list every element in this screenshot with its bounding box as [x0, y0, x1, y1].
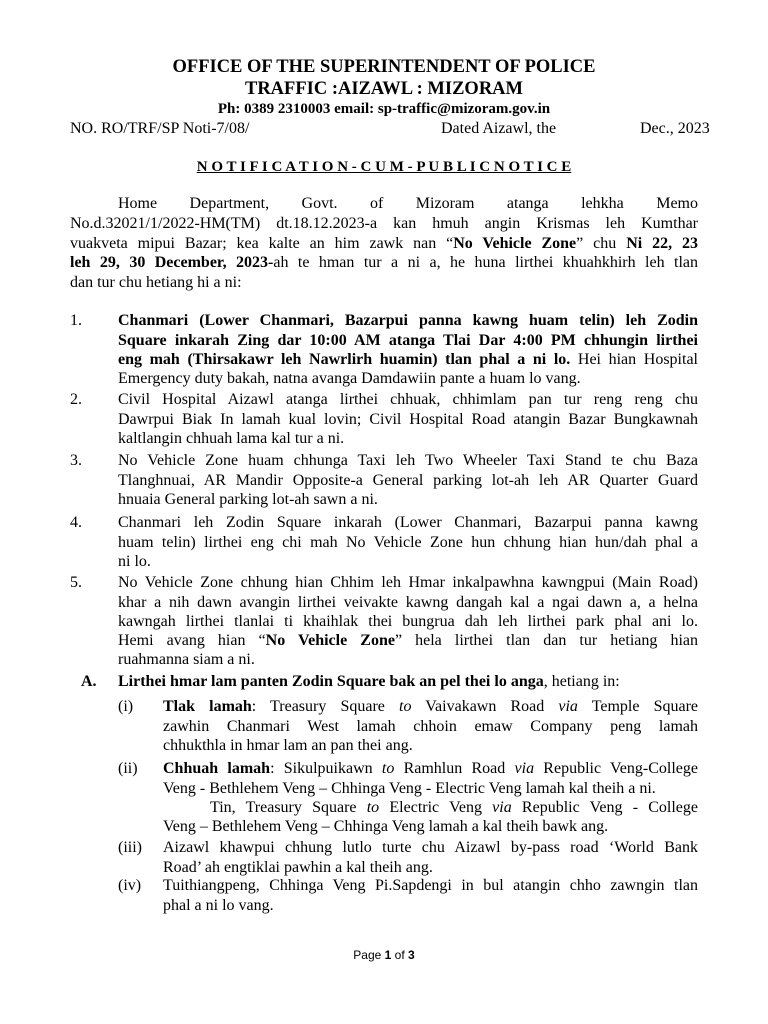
- page-label: Page: [353, 948, 382, 962]
- text-line: [70, 194, 698, 214]
- text-line: [118, 451, 698, 470]
- sub-item-text: [163, 759, 698, 797]
- text-line: [118, 593, 698, 612]
- text-run: Republic Veng-College: [534, 760, 698, 778]
- section-a-heading: [70, 672, 698, 691]
- text-run: ” hela lirthei tlan dan tur hetiang hian: [394, 631, 699, 649]
- bold-text: No Vehicle Zone: [265, 631, 395, 649]
- italic-text: via: [492, 798, 512, 816]
- sub-item-text: [163, 838, 698, 876]
- italic-text: to: [366, 798, 380, 816]
- text-line: [118, 429, 698, 448]
- list-item-text: [118, 390, 698, 448]
- sub-item-label: (iv): [118, 877, 142, 895]
- intro-lines: [70, 194, 698, 293]
- text-line: [118, 490, 698, 509]
- bold-text: Lirthei hmar lam panten Zodin Square bak an pel thei lo anga: [118, 673, 544, 691]
- text-line: [163, 779, 698, 798]
- text-run: ah te hman tur a ni a, he huna lirthei khuahkhirh leh tlan: [273, 254, 699, 272]
- text-run: Ramhlun Road: [394, 760, 515, 778]
- text-line: [118, 513, 698, 532]
- text-run: Vaivakawn Road: [411, 698, 559, 716]
- text-run: Chanmari leh Zodin Square inkarah (Lower Chanmari, Bazarpui panna kawng: [118, 514, 698, 532]
- sub-item: [118, 838, 698, 876]
- sub-item-label: (ii): [118, 760, 138, 778]
- bold-text: Ni 22, 23: [626, 234, 698, 252]
- list-item: [70, 573, 698, 669]
- line-text: [163, 737, 413, 754]
- line-text: [118, 673, 620, 690]
- text-run: Electric Veng: [379, 798, 493, 816]
- line-text: [118, 574, 698, 591]
- list-item: [70, 513, 698, 571]
- line-text: [163, 760, 698, 777]
- text-run: Civil Hospital Aizawl atanga lirthei chhuak, chhimlam pan tur reng reng chu: [118, 391, 698, 409]
- text-run: zawhin Chanmari West lamah chhoin emaw Company peng lamah: [163, 717, 698, 735]
- text-run: Aizawl khawpui chhung lutlo turte chu Aizawl by-pass road ‘World Bank: [163, 839, 698, 857]
- text-run: ” chu: [576, 234, 627, 252]
- line-text: [118, 613, 698, 630]
- line-text: [163, 718, 698, 735]
- intro-paragraph: [70, 194, 698, 293]
- line-text: [210, 799, 698, 816]
- text-run: dan tur chu hetiang hi a ni:: [70, 274, 242, 292]
- text-line: [118, 311, 698, 330]
- text-run: phal a ni lo vang.: [163, 896, 274, 914]
- list-number: 1.: [70, 312, 82, 330]
- text-run: huam telin) lirthei eng chi mah No Vehicle Zone hun chhung hian hun/dah phal a: [118, 533, 698, 551]
- list-number: 5.: [70, 574, 82, 592]
- text-run: chhukthla in hmar lam an pan thei ang.: [163, 736, 413, 754]
- text-line: [70, 214, 698, 234]
- text-line: [163, 817, 698, 836]
- text-line: [118, 573, 698, 592]
- text-line: [118, 631, 698, 650]
- sub-item-label: (iii): [118, 839, 142, 857]
- text-line: [163, 736, 698, 755]
- text-line: [118, 331, 698, 350]
- notice-title: N O T I F I C A T I O N - C U M - P U B L I C N O T I C E: [196, 159, 572, 175]
- text-line: [118, 471, 698, 490]
- text-line: [70, 234, 698, 254]
- line-text: [118, 351, 698, 368]
- text-run: Road’ ah engtiklai pawhin a kal theih ang.: [163, 858, 433, 876]
- line-text: [118, 534, 698, 551]
- text-run: hnuaia General parking lot-ah sawn a ni.: [118, 490, 378, 508]
- line-text: [70, 215, 698, 232]
- of-label: of: [394, 948, 405, 962]
- sub-item-text: [163, 697, 698, 755]
- text-line: [163, 858, 698, 877]
- line-text: [163, 859, 433, 876]
- text-line: [118, 350, 698, 369]
- line-text: [163, 818, 608, 835]
- sub-item-continuation: [163, 798, 698, 836]
- line-text: [118, 332, 698, 349]
- text-run: No.d.32021/1/2022-HM(TM) dt.18.12.2023-a kan hmuh angin Krismas leh Kumthar: [70, 214, 698, 232]
- line-text: [118, 430, 344, 447]
- text-run: kawngah lirthei tlanlai ti khaihlak thei bungrua dah leh lirthei park phal ani lo.: [118, 612, 698, 630]
- sub-item: [118, 697, 698, 755]
- line-text: [118, 553, 151, 570]
- text-run: No Vehicle Zone huam chhunga Taxi leh Two Wheeler Taxi Stand te chu Baza: [118, 452, 698, 470]
- list-number: 2.: [70, 391, 82, 409]
- text-run: Hemi avang hian “: [118, 631, 266, 649]
- italic-text: via: [514, 760, 535, 778]
- text-line: [70, 253, 698, 273]
- text-run: Dawrpui Biak In lamah kual lovin; Civil Hospital Road atangin Bazar Bungkawnah: [118, 410, 698, 428]
- line-text: [118, 391, 698, 408]
- text-run: Emergency duty bakah, natna avanga Damdawiin pante a huam lo vang.: [118, 369, 581, 387]
- sub-item: [118, 876, 698, 914]
- text-line: [118, 533, 698, 552]
- text-run: , hetiang in:: [543, 673, 620, 691]
- section-marker: A.: [81, 673, 97, 691]
- text-line: [118, 552, 698, 571]
- unit-heading: TRAFFIC :AIZAWL : MIZORAM: [244, 79, 523, 99]
- italic-text: to: [381, 760, 395, 778]
- bold-text: leh 29, 30 December, 2023-: [70, 254, 274, 272]
- text-run: Home Department, Govt. of Mizoram atanga lehkha Memo: [118, 195, 698, 213]
- sub-item: [118, 759, 698, 836]
- text-run: Tin, Treasury Square: [210, 798, 367, 816]
- line-text: [118, 312, 698, 329]
- text-line: [118, 612, 698, 631]
- text-run: : Sikulpuikawn: [270, 760, 382, 778]
- line-text: [118, 514, 698, 531]
- text-run: Tlanghnuai, AR Mandir Opposite-a General parking lot-ah leh AR Quarter Guard: [118, 471, 698, 489]
- text-run: Veng - Bethlehem Veng – Chhinga Veng - Electric Veng lamah kal theih a ni.: [163, 779, 656, 797]
- section-a-text: [118, 672, 698, 691]
- text-run: ruahmanna siam a ni.: [118, 651, 255, 669]
- page-footer: [0, 948, 768, 962]
- dated-label: Dated Aizawl, the: [441, 119, 557, 137]
- list-number: 3.: [70, 452, 82, 470]
- bold-text: Chanmari (Lower Chanmari, Bazarpui panna kawng huam telin) leh Zodin: [118, 312, 698, 330]
- list-item: [70, 311, 698, 388]
- line-text: [118, 370, 581, 387]
- text-line: [118, 650, 698, 669]
- bold-text: eng mah (Thirsakawr leh Nawrlirh huamin) tlan phal a ni lo.: [118, 350, 571, 368]
- text-run: Tuithiangpeng, Chhinga Veng Pi.Sapdengi in bul atangin chho zawngin tlan: [163, 877, 698, 895]
- line-text: [118, 632, 698, 649]
- line-text: [118, 651, 255, 668]
- text-line: [118, 410, 698, 429]
- text-run: kaltlangin chhuah lama kal tur a ni.: [118, 429, 345, 447]
- text-line: [118, 390, 698, 409]
- text-run: No Vehicle Zone chhung hian Chhim leh Hmar inkalpawhna kawngpui (Main Road): [118, 574, 698, 592]
- list-item: [70, 451, 698, 509]
- text-run: Temple Square: [577, 698, 698, 716]
- text-line: [163, 697, 698, 716]
- line-text: [118, 452, 698, 469]
- text-line: [70, 273, 698, 293]
- text-run: vuakveta mipui Bazar; kea kalte an him zawk nan “: [70, 234, 454, 252]
- list-item-text: [118, 451, 698, 509]
- line-text: [163, 897, 274, 914]
- line-text: [70, 235, 698, 252]
- current-page-number: 1: [384, 948, 392, 962]
- text-line: [163, 876, 698, 895]
- line-text: [163, 877, 698, 894]
- line-text: [118, 411, 698, 428]
- text-run: khar a nih dawn avangin lirthei veivakte kawng dangah kal a ngai dawn a, a helna: [118, 593, 698, 611]
- contact-line: Ph: 0389 2310003 email: sp-traffic@mizoram.gov.in: [217, 101, 551, 117]
- text-line: [163, 717, 698, 736]
- text-run: : Treasury Square: [251, 698, 399, 716]
- bold-text: Square inkarah Zing dar 10:00 AM atanga Tlai Dar 4:00 PM chhungin lirthei: [118, 331, 698, 349]
- list-number: 4.: [70, 514, 82, 532]
- text-line: [163, 759, 698, 778]
- line-text: [118, 594, 698, 611]
- line-text: [163, 780, 656, 797]
- text-line: [163, 896, 698, 915]
- bold-text: Tlak lamah: [163, 698, 252, 716]
- text-run: Veng – Bethlehem Veng – Chhinga Veng lamah a kal theih bawk ang.: [163, 817, 609, 835]
- office-heading: OFFICE OF THE SUPERINTENDENT OF POLICE: [172, 57, 596, 77]
- total-pages-number: 3: [408, 948, 415, 962]
- line-text: [70, 254, 698, 271]
- text-line: [163, 838, 698, 857]
- line-text: [118, 472, 698, 489]
- text-run: ni lo.: [118, 552, 151, 570]
- text-run: Republic Veng - College: [511, 798, 698, 816]
- bold-text: Chhuah lamah: [163, 760, 271, 778]
- list-item: [70, 390, 698, 448]
- bold-text: No Vehicle Zone: [453, 234, 577, 252]
- list-item-text: [118, 573, 698, 669]
- list-item-text: [118, 311, 698, 388]
- line-text: [70, 274, 242, 291]
- line-text: [118, 195, 698, 212]
- date-value: Dec., 2023: [640, 119, 710, 137]
- text-line: [118, 369, 698, 388]
- line-text: [163, 839, 698, 856]
- sub-item-text: [163, 876, 698, 914]
- italic-text: via: [558, 698, 578, 716]
- list-item-text: [118, 513, 698, 571]
- sub-item-label: (i): [118, 698, 134, 716]
- text-run: Hei hian Hospital: [570, 350, 698, 368]
- italic-text: to: [399, 698, 412, 716]
- line-text: [163, 698, 698, 715]
- line-text: [118, 491, 378, 508]
- reference-number: NO. RO/TRF/SP Noti-7/08/: [70, 119, 250, 137]
- text-line: [163, 798, 698, 817]
- text-line: [118, 672, 698, 691]
